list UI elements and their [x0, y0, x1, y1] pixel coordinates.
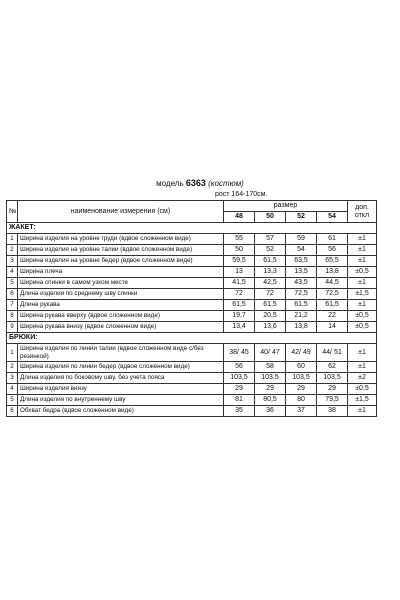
size-value: 13,3 [255, 267, 286, 278]
row-name: Обхват бедра (вдвое сложенном виде) [18, 406, 224, 417]
size-value: 19,7 [224, 311, 255, 322]
row-number: 8 [7, 311, 18, 322]
size-value: 61,5 [286, 300, 317, 311]
table-row [7, 278, 377, 289]
size-48: 48 [224, 212, 255, 223]
size-value: 29 [224, 384, 255, 395]
table-row [7, 344, 377, 362]
row-name: Ширина изделия на уровне груди (вдвое сложенном виде) [18, 234, 224, 245]
col-number-header: № [7, 201, 18, 223]
size-value: 79,5 [317, 395, 348, 406]
tolerance-value: ±0,5 [348, 311, 377, 322]
row-name: Ширина рукава вверху (вдвое сложенном виде) [18, 311, 224, 322]
size-value: 59 [286, 234, 317, 245]
size-value: 13,5 [286, 267, 317, 278]
size-value: 103,5 [255, 373, 286, 384]
size-value: 14 [317, 322, 348, 333]
size-value: 56 [317, 245, 348, 256]
tolerance-value: ±2 [348, 373, 377, 384]
row-number: 4 [7, 267, 18, 278]
row-number: 2 [7, 362, 18, 373]
tolerance-value: ±1 [348, 245, 377, 256]
size-value: 65,5 [317, 256, 348, 267]
size-value: 50 [224, 245, 255, 256]
row-number: 1 [7, 234, 18, 245]
table-body [7, 223, 377, 417]
size-value: 80 [286, 395, 317, 406]
table-row [7, 362, 377, 373]
size-value: 103,5 [317, 373, 348, 384]
size-value: 62 [317, 362, 348, 373]
row-name: Ширина изделия по линии бедер (вдвое сложенном виде) [18, 362, 224, 373]
col-size-header: размер [224, 201, 348, 212]
size-value: 38 [317, 406, 348, 417]
size-value: 41,5 [224, 278, 255, 289]
tolerance-value: ±0,5 [348, 322, 377, 333]
size-value: 43,5 [286, 278, 317, 289]
size-value: 13,8 [286, 322, 317, 333]
row-number: 7 [7, 300, 18, 311]
table-row [7, 406, 377, 417]
tolerance-value: ±1,5 [348, 395, 377, 406]
section-title: ЖАКЕТ: [7, 223, 377, 234]
size-value: 60 [286, 362, 317, 373]
tolerance-value: ±0,5 [348, 267, 377, 278]
model-title [0, 178, 400, 189]
tolerance-value: ±0,5 [348, 384, 377, 395]
model-number: 6363 [185, 178, 206, 188]
row-number: 5 [7, 395, 18, 406]
size-value: 38/ 45 [224, 344, 255, 362]
size-value: 22 [317, 311, 348, 322]
tolerance-value: ±1 [348, 406, 377, 417]
size-value: 72 [255, 289, 286, 300]
size-value: 13,4 [224, 322, 255, 333]
size-value: 72,5 [317, 289, 348, 300]
size-value: 13 [224, 267, 255, 278]
table-row [7, 373, 377, 384]
row-name: Длина изделия по боковому шву, без учета пояса [18, 373, 224, 384]
row-name: Ширина спинки в самом узком месте [18, 278, 224, 289]
table-row [7, 289, 377, 300]
size-value: 52 [255, 245, 286, 256]
size-value: 81 [224, 395, 255, 406]
size-value: 55 [224, 234, 255, 245]
section-row [7, 333, 377, 344]
measurements-table [6, 200, 377, 417]
size-value: 103,5 [286, 373, 317, 384]
size-value: 80,5 [255, 395, 286, 406]
row-name: Ширина изделия по линии талии (вдвое сложенном виде с/без резинкой) [18, 344, 224, 362]
table-row [7, 245, 377, 256]
col-name-header: наименование измерения (см) [18, 201, 224, 223]
size-value: 54 [286, 245, 317, 256]
row-number: 4 [7, 384, 18, 395]
size-value: 35 [224, 406, 255, 417]
tolerance-value: ±1 [348, 256, 377, 267]
tolerance-value: ±1 [348, 300, 377, 311]
section-title: БРЮКИ: [7, 333, 377, 344]
size-value: 21,2 [286, 311, 317, 322]
size-52: 52 [286, 212, 317, 223]
size-value: 59,5 [224, 256, 255, 267]
row-name: Длина изделия по внутреннему шву [18, 395, 224, 406]
row-number: 6 [7, 406, 18, 417]
row-number: 9 [7, 322, 18, 333]
table-row [7, 300, 377, 311]
section-row [7, 223, 377, 234]
size-value: 61,5 [255, 300, 286, 311]
tolerance-value: ±1 [348, 344, 377, 362]
size-value: 61,5 [317, 300, 348, 311]
row-number: 3 [7, 373, 18, 384]
table-row [7, 322, 377, 333]
table-row [7, 384, 377, 395]
row-name: Ширина изделия на уровне талии (вдвое сложенном виде) [18, 245, 224, 256]
tolerance-value: ±1 [348, 362, 377, 373]
tolerance-value: ±1,5 [348, 289, 377, 300]
col-tolerance-header: доп. откл [348, 201, 377, 223]
row-number: 1 [7, 344, 18, 362]
table-row [7, 234, 377, 245]
size-value: 13,8 [317, 267, 348, 278]
size-value: 56 [224, 362, 255, 373]
size-value: 72 [224, 289, 255, 300]
table-row [7, 267, 377, 278]
size-value: 29 [317, 384, 348, 395]
size-value: 20,5 [255, 311, 286, 322]
size-value: 42,5 [255, 278, 286, 289]
size-value: 36 [255, 406, 286, 417]
model-prefix: модель [156, 179, 184, 188]
size-value: 37 [286, 406, 317, 417]
height-range: рост 164-170см. [215, 191, 268, 198]
row-name: Длина изделия по среднему шву спинки [18, 289, 224, 300]
size-value: 103,5 [224, 373, 255, 384]
size-value: 57 [255, 234, 286, 245]
size-value: 44/ 51 [317, 344, 348, 362]
size-50: 50 [255, 212, 286, 223]
table-row [7, 395, 377, 406]
size-value: 72,5 [286, 289, 317, 300]
table-row [7, 311, 377, 322]
row-number: 2 [7, 245, 18, 256]
size-value: 13,6 [255, 322, 286, 333]
size-54: 54 [317, 212, 348, 223]
row-name: Ширина рукава внизу (вдвое сложенном виде) [18, 322, 224, 333]
tolerance-value: ±1 [348, 278, 377, 289]
size-value: 61,5 [224, 300, 255, 311]
row-number: 5 [7, 278, 18, 289]
size-value: 40/ 47 [255, 344, 286, 362]
row-name: Ширина плеча [18, 267, 224, 278]
size-value: 58 [255, 362, 286, 373]
size-value: 61 [317, 234, 348, 245]
size-value: 42/ 49 [286, 344, 317, 362]
model-type: (костюм) [208, 179, 244, 188]
table-row [7, 256, 377, 267]
size-value: 63,5 [286, 256, 317, 267]
row-name: Ширина изделия внизу [18, 384, 224, 395]
size-value: 29 [255, 384, 286, 395]
row-number: 3 [7, 256, 18, 267]
row-name: Длина рукава [18, 300, 224, 311]
row-number: 6 [7, 289, 18, 300]
size-value: 29 [286, 384, 317, 395]
size-value: 44,5 [317, 278, 348, 289]
size-value: 61,5 [255, 256, 286, 267]
row-name: Ширина изделия на уровне бедер (вдвое сложенном виде) [18, 256, 224, 267]
tolerance-value: ±1 [348, 234, 377, 245]
